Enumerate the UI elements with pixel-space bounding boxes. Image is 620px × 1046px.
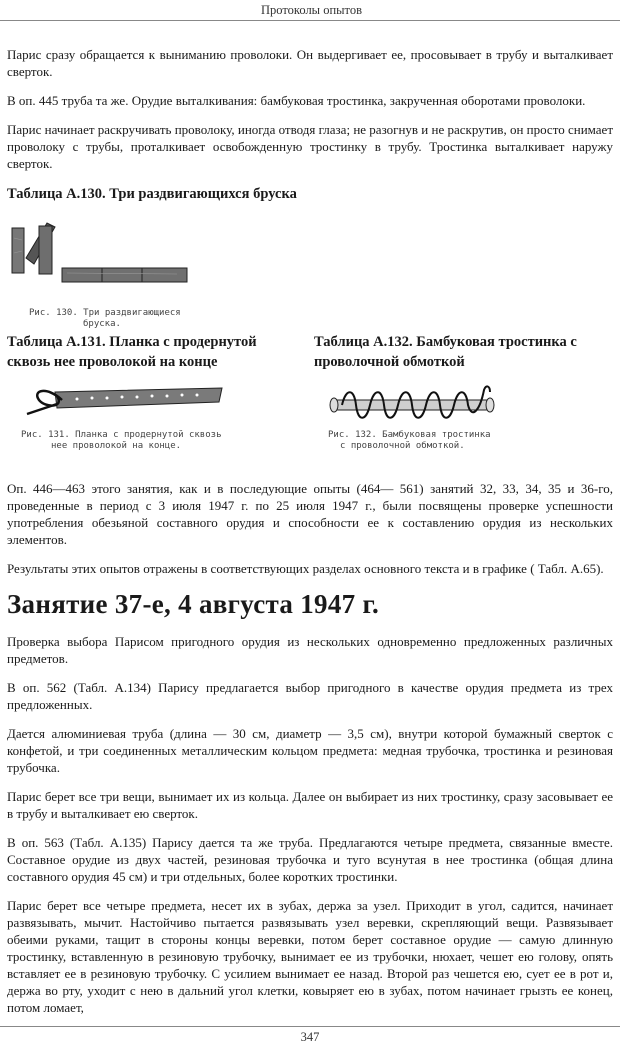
caption-line: Рис. 131. Планка с продернутой сквозь (21, 430, 222, 440)
running-title: Протоколы опытов (261, 3, 362, 17)
paragraph: Парис берет все четыре предмета, несет их в зубах, держа за узел. Приходит в угол, садится, начинает развязывать, мычит. Настойчиво пытается развязывать узел веревки, скрепляющий вещи. Развязывает обеими руками, тащит в стороны концы веревки, потом берет составное орудие — самую длинную тростинку, вставленную в резиновую трубочку, вынимает ее из трубочки, нюхает, чешет ею голову, опять вставляет ее в резиновую трубочку. С усилием вынимает ее назад. Второй раз чешется ею, сует ее в рот и, держа во рту, уходит с нею в дальний угол клетки, ковыряет ею в зубах, потом начинает грызть ее конец, потом ломает, (7, 898, 613, 1015)
paragraph: Результаты этих опытов отражены в соответствующих разделах основного текста и в графике ( Табл. А.65). (7, 561, 604, 576)
caption-line: нее проволокой на конце. (51, 441, 182, 451)
page-header (0, 0, 620, 22)
paragraph: В оп. 445 труба та же. Орудие выталкивания: бамбуковая тростинка, закрученная оборотами проволоки. (7, 93, 586, 108)
figures-131-132 (7, 332, 613, 472)
page-number: 347 (300, 1030, 320, 1044)
paragraph: В оп. 562 (Табл. А.134) Парису предлагается выбор пригодного в качестве орудия предмета из трех предложенных. (7, 680, 613, 712)
figure-131-caption (21, 430, 221, 452)
caption-line: с проволочной обмоткой. (340, 441, 465, 451)
paragraph: Проверка выбора Парисом пригодного орудия из нескольких одновременно предложенных различных предметов. (7, 634, 613, 666)
table-131-title-line: Таблица А.131. Планка с продернутой (7, 334, 257, 350)
paragraph: Парис начинает раскручивать проволоку, иногда отводя глаза; не разогнув и не раскрутив, он просто снимает проволоку с трубы, проталкивает освобожденную тростинку в трубу. Тростинка выталкивает наружу сверток. (7, 122, 614, 171)
paragraph: Оп. 446—463 этого занятия, как и в последующие опыты (464— 561) занятий 32, 33, 34, 35 и 36-го, проведенные в период с 3 июля 1947 г. по 25 июля 1947 г., были посвящены проверке успешности употребления обезьяной составного орудия и способности ее к составлению орудия из нескольких элементов. (7, 481, 613, 547)
caption-line: бруска. (83, 319, 121, 329)
table-131-title-line: сквозь нее проволокой на конце (7, 354, 218, 370)
header-rule (0, 20, 620, 21)
footer-rule (0, 1026, 620, 1027)
table-132-title-line: проволочной обмоткой (314, 354, 465, 370)
plank-with-wire-illustration (17, 378, 227, 426)
three-bars-illustration (7, 218, 197, 298)
caption-line: Рис. 130. Три раздвигающиеся (29, 308, 181, 318)
figure-130 (7, 204, 613, 332)
table-132-title-line: Таблица А.132. Бамбуковая тростинка с (314, 334, 577, 350)
page-content (7, 46, 613, 1028)
figure-132-caption (328, 430, 491, 452)
paragraph: Дается алюминиевая труба (длина — 30 см, диаметр — 3,5 см), внутри которой бумажный сверток с конфетой, и три соединенных металлическим кольцом предмета: медная трубочка, тростинка и резиновая трубочка. (7, 726, 613, 775)
table-131 (7, 332, 307, 451)
caption-line: Рис. 132. Бамбуковая тростинка (328, 430, 491, 440)
paragraph: Парис сразу обращается к выниманию проволоки. Он выдергивает ее, просовывает в трубу и выталкивает сверток. (7, 47, 613, 79)
wrapped-bamboo-illustration (322, 380, 502, 424)
figure-130-caption (29, 308, 181, 330)
paragraph: Парис берет все три вещи, вынимает их из кольца. Далее он выбирает из них тростинку, сразу засовывает ее в трубу и выталкивает ею сверток. (7, 789, 613, 821)
table-132 (314, 332, 613, 451)
paragraph: В оп. 563 (Табл. А.135) Парису дается та же труба. Предлагаются четыре предмета, связанные вместе. Составное орудие из двух частей, резиновая трубочка и туго всунутая в нее тростинка (общая длина составного орудия 45 см) и три отдельных, более коротких тростинки. (7, 835, 613, 884)
section-title: Занятие 37-е, 4 августа 1947 г. (7, 589, 380, 619)
table-130-title: Таблица А.130. Три раздвигающихся бруска (7, 186, 297, 202)
